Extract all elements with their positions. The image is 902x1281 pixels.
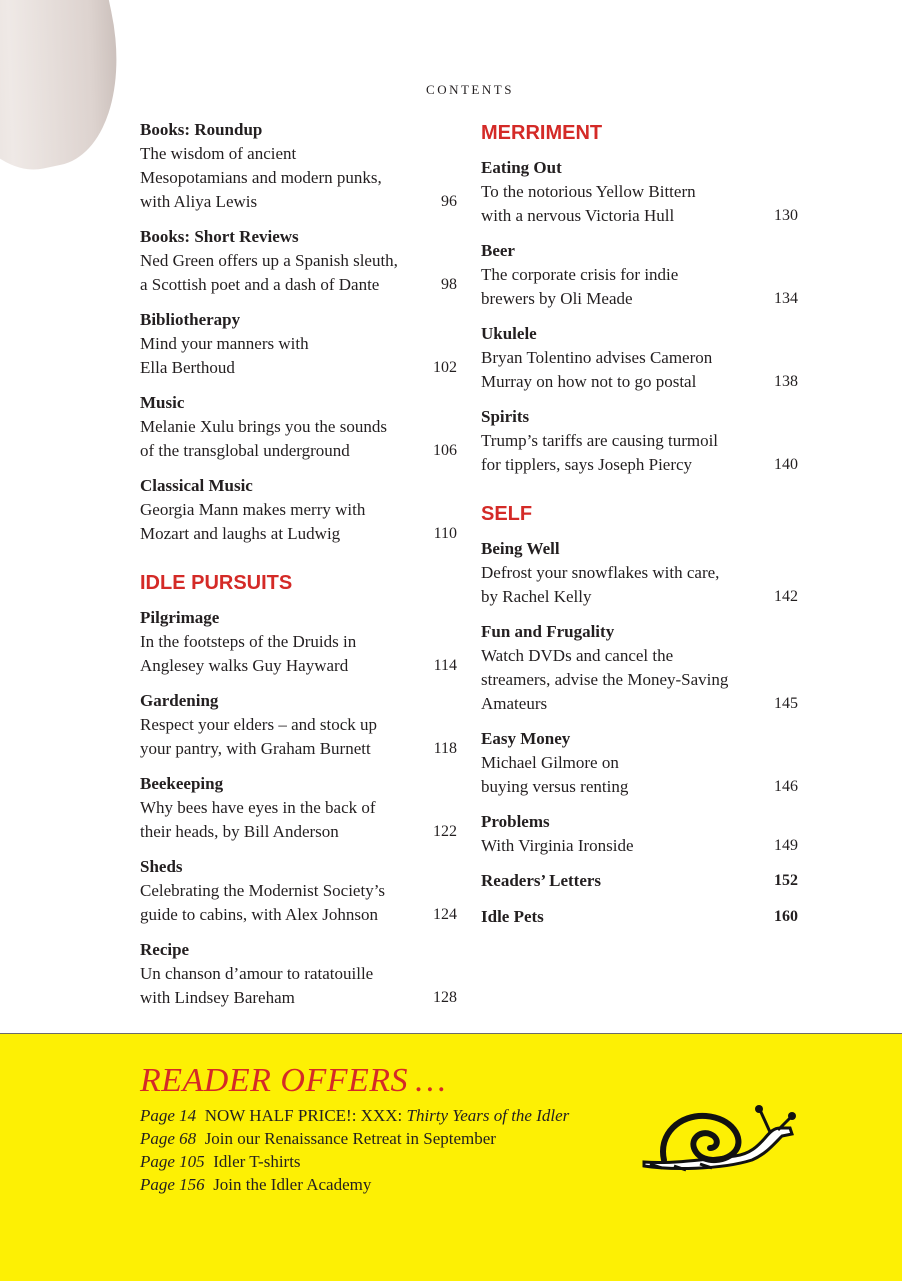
page-number: 124 bbox=[433, 906, 457, 923]
entry-description-line bbox=[481, 692, 798, 716]
entry-title: Books: Short Reviews bbox=[140, 227, 299, 246]
entry-description-line bbox=[481, 834, 798, 858]
entry-description-line bbox=[481, 180, 798, 204]
entry-title: Classical Music bbox=[140, 476, 253, 495]
toc-entry[interactable] bbox=[481, 239, 798, 311]
offer-page-ref: Page 68 bbox=[140, 1129, 197, 1148]
reader-offer-item[interactable] bbox=[140, 1150, 569, 1173]
entry-description-text: with a nervous Victoria Hull bbox=[481, 206, 675, 225]
page-number: 160 bbox=[774, 908, 798, 925]
section-heading: IDLE PURSUITS bbox=[140, 572, 293, 594]
entry-description-line bbox=[481, 370, 798, 394]
reader-offers-list bbox=[140, 1104, 569, 1196]
section-heading: SELF bbox=[481, 503, 533, 525]
entry-description-text: buying versus renting bbox=[481, 777, 629, 796]
entry-description-line bbox=[140, 166, 457, 190]
toc-entry[interactable] bbox=[481, 405, 798, 477]
toc-entry[interactable] bbox=[140, 772, 457, 844]
entry-description-line bbox=[140, 273, 457, 297]
entry-description-text: Watch DVDs and cancel the bbox=[481, 646, 674, 665]
toc-entry[interactable] bbox=[481, 810, 798, 858]
toc-entry[interactable] bbox=[140, 118, 457, 214]
entry-title: Sheds bbox=[140, 857, 183, 876]
entry-description-line bbox=[140, 439, 457, 463]
entry-description-text: Melanie Xulu brings you the sounds bbox=[140, 417, 387, 436]
entry-description-text: by Rachel Kelly bbox=[481, 587, 592, 606]
entry-description-line bbox=[481, 644, 798, 668]
entry-description-text: your pantry, with Graham Burnett bbox=[140, 739, 371, 758]
right-column bbox=[481, 118, 798, 941]
entry-title: Bibliotherapy bbox=[140, 310, 241, 329]
entry-description-text: Murray on how not to go postal bbox=[481, 372, 697, 391]
entry-description-line bbox=[140, 415, 457, 439]
entry-description-text: with Aliya Lewis bbox=[140, 192, 258, 211]
toc-entry[interactable] bbox=[481, 869, 798, 893]
entry-description-line bbox=[140, 962, 457, 986]
entry-description-text: a Scottish poet and a dash of Dante bbox=[140, 275, 380, 294]
page-number: 130 bbox=[774, 207, 798, 224]
entry-description-text: Amateurs bbox=[481, 694, 548, 713]
page-number: 142 bbox=[774, 588, 798, 605]
toc-entry[interactable] bbox=[481, 727, 798, 799]
reader-offer-item[interactable] bbox=[140, 1104, 569, 1127]
entry-description-line bbox=[481, 346, 798, 370]
page-number: 146 bbox=[774, 778, 798, 795]
page-number: 145 bbox=[774, 695, 798, 712]
toc-entry[interactable] bbox=[140, 606, 457, 678]
entry-title: Pilgrimage bbox=[140, 608, 220, 627]
section-heading: MERRIMENT bbox=[481, 122, 603, 144]
reader-offers-panel bbox=[0, 1033, 902, 1281]
entry-title: Being Well bbox=[481, 539, 560, 558]
page-number: 118 bbox=[433, 740, 457, 757]
entry-description-text: Anglesey walks Guy Hayward bbox=[140, 656, 349, 675]
entry-description-text: Respect your elders – and stock up bbox=[140, 715, 377, 734]
entry-description-line bbox=[140, 522, 457, 546]
entry-title: Idle Pets bbox=[481, 907, 544, 926]
entry-description-text: The corporate crisis for indie bbox=[481, 265, 679, 284]
reader-offer-item[interactable] bbox=[140, 1173, 569, 1196]
contents-heading: CONTENTS bbox=[426, 82, 514, 97]
entry-description-line bbox=[140, 332, 457, 356]
offer-text: Join the Idler Academy bbox=[213, 1175, 372, 1194]
entry-description-text: Georgia Mann makes merry with bbox=[140, 500, 366, 519]
entry-title: Books: Roundup bbox=[140, 120, 263, 139]
offer-page-ref: Page 14 bbox=[140, 1106, 197, 1125]
entry-description-text: with Lindsey Bareham bbox=[140, 988, 295, 1007]
toc-entry[interactable] bbox=[140, 225, 457, 297]
page-number: 134 bbox=[774, 290, 798, 307]
entry-description-text: Un chanson d’amour to ratatouille bbox=[140, 964, 374, 983]
entry-title: Recipe bbox=[140, 940, 190, 959]
entry-description-line bbox=[481, 453, 798, 477]
toc-entry[interactable] bbox=[140, 855, 457, 927]
offer-title-italic: Thirty Years of the Idler bbox=[406, 1106, 570, 1125]
entry-description-line bbox=[140, 356, 457, 380]
offer-page-ref: Page 105 bbox=[140, 1152, 205, 1171]
entry-description-line bbox=[140, 713, 457, 737]
toc-entry[interactable] bbox=[481, 322, 798, 394]
entry-description-text: their heads, by Bill Anderson bbox=[140, 822, 339, 841]
entry-description-text: Celebrating the Modernist Society’s bbox=[140, 881, 386, 900]
entry-description-text: Mind your manners with bbox=[140, 334, 309, 353]
entry-description-line bbox=[481, 585, 798, 609]
page-number: 128 bbox=[433, 989, 457, 1006]
entry-description-line bbox=[140, 142, 457, 166]
toc-entry[interactable] bbox=[481, 156, 798, 228]
entry-description-text: In the footsteps of the Druids in bbox=[140, 632, 357, 651]
entry-description-line bbox=[140, 879, 457, 903]
entry-description-line bbox=[481, 668, 798, 692]
entry-description-line bbox=[481, 263, 798, 287]
entry-description-text: With Virginia Ironside bbox=[481, 836, 634, 855]
entry-title: Beekeeping bbox=[140, 774, 224, 793]
entry-description-text: Trump’s tariffs are causing turmoil bbox=[481, 431, 719, 450]
entry-description-text: of the transglobal underground bbox=[140, 441, 350, 460]
entry-description-text: To the notorious Yellow Bittern bbox=[481, 182, 696, 201]
entry-description-text: brewers by Oli Meade bbox=[481, 289, 633, 308]
offer-text: NOW HALF PRICE!: XXX: bbox=[204, 1106, 407, 1125]
offer-text: Join our Renaissance Retreat in September bbox=[204, 1129, 496, 1148]
entry-description-line bbox=[481, 429, 798, 453]
entry-description-line bbox=[140, 796, 457, 820]
offer-text: Idler T-shirts bbox=[213, 1152, 301, 1171]
entry-description-text: Why bees have eyes in the back of bbox=[140, 798, 376, 817]
entry-description-line bbox=[140, 190, 457, 214]
entry-title: Eating Out bbox=[481, 158, 562, 177]
page-number: 96 bbox=[441, 193, 457, 210]
entry-description-text: Defrost your snowflakes with care, bbox=[481, 563, 720, 582]
reader-offer-item[interactable] bbox=[140, 1127, 569, 1150]
toc-entry[interactable] bbox=[140, 938, 457, 1010]
entry-title: Spirits bbox=[481, 407, 530, 426]
entry-title: Music bbox=[140, 393, 185, 412]
entry-description-text: for tipplers, says Joseph Piercy bbox=[481, 455, 693, 474]
entry-description-line bbox=[481, 751, 798, 775]
page-number: 106 bbox=[433, 442, 457, 459]
entry-description-line bbox=[140, 737, 457, 761]
entry-description-line bbox=[481, 204, 798, 228]
entry-description-text: guide to cabins, with Alex Johnson bbox=[140, 905, 378, 924]
entry-title: Problems bbox=[481, 812, 550, 831]
toc-entry[interactable] bbox=[481, 537, 798, 609]
page-number: 140 bbox=[774, 456, 798, 473]
entry-description-line bbox=[140, 498, 457, 522]
page-number: 138 bbox=[774, 373, 798, 390]
reader-offers-title: READER OFFERS … bbox=[140, 1062, 447, 1099]
entry-description-line bbox=[140, 903, 457, 927]
entry-title: Fun and Frugality bbox=[481, 622, 615, 641]
entry-title: Gardening bbox=[140, 691, 219, 710]
entry-description-line bbox=[140, 249, 457, 273]
toc-entry[interactable] bbox=[481, 905, 798, 929]
entry-title: Beer bbox=[481, 241, 515, 260]
page-number: 152 bbox=[774, 872, 798, 889]
toc-entry[interactable] bbox=[140, 308, 457, 380]
entry-description-text: Ella Berthoud bbox=[140, 358, 235, 377]
toc-entry[interactable] bbox=[140, 474, 457, 546]
entry-title: Readers’ Letters bbox=[481, 871, 602, 890]
page-number: 98 bbox=[441, 276, 457, 293]
entry-description-text: Ned Green offers up a Spanish sleuth, bbox=[140, 251, 398, 270]
entry-description-line bbox=[481, 775, 798, 799]
toc-entry[interactable] bbox=[481, 620, 798, 716]
entry-description-line bbox=[481, 561, 798, 585]
entry-description-text: Mozart and laughs at Ludwig bbox=[140, 524, 341, 543]
entry-description-text: streamers, advise the Money-Saving bbox=[481, 670, 729, 689]
page-number: 114 bbox=[433, 657, 457, 674]
left-column bbox=[140, 118, 457, 1021]
page-number: 122 bbox=[433, 823, 457, 840]
entry-description-line bbox=[140, 986, 457, 1010]
entry-description-text: Mesopotamians and modern punks, bbox=[140, 168, 382, 187]
page-number: 149 bbox=[774, 837, 798, 854]
page-number: 110 bbox=[433, 525, 457, 542]
entry-title: Ukulele bbox=[481, 324, 537, 343]
offer-page-ref: Page 156 bbox=[140, 1175, 205, 1194]
entry-description-line bbox=[481, 287, 798, 311]
snail-logo-icon bbox=[640, 1104, 800, 1174]
toc-entry[interactable] bbox=[140, 689, 457, 761]
entry-description-line bbox=[140, 654, 457, 678]
entry-title: Easy Money bbox=[481, 729, 571, 748]
entry-description-text: The wisdom of ancient bbox=[140, 144, 297, 163]
entry-description-line bbox=[140, 630, 457, 654]
entry-description-line bbox=[140, 820, 457, 844]
page-number: 102 bbox=[433, 359, 457, 376]
entry-description-text: Bryan Tolentino advises Cameron bbox=[481, 348, 713, 367]
toc-entry[interactable] bbox=[140, 391, 457, 463]
entry-description-text: Michael Gilmore on bbox=[481, 753, 619, 772]
